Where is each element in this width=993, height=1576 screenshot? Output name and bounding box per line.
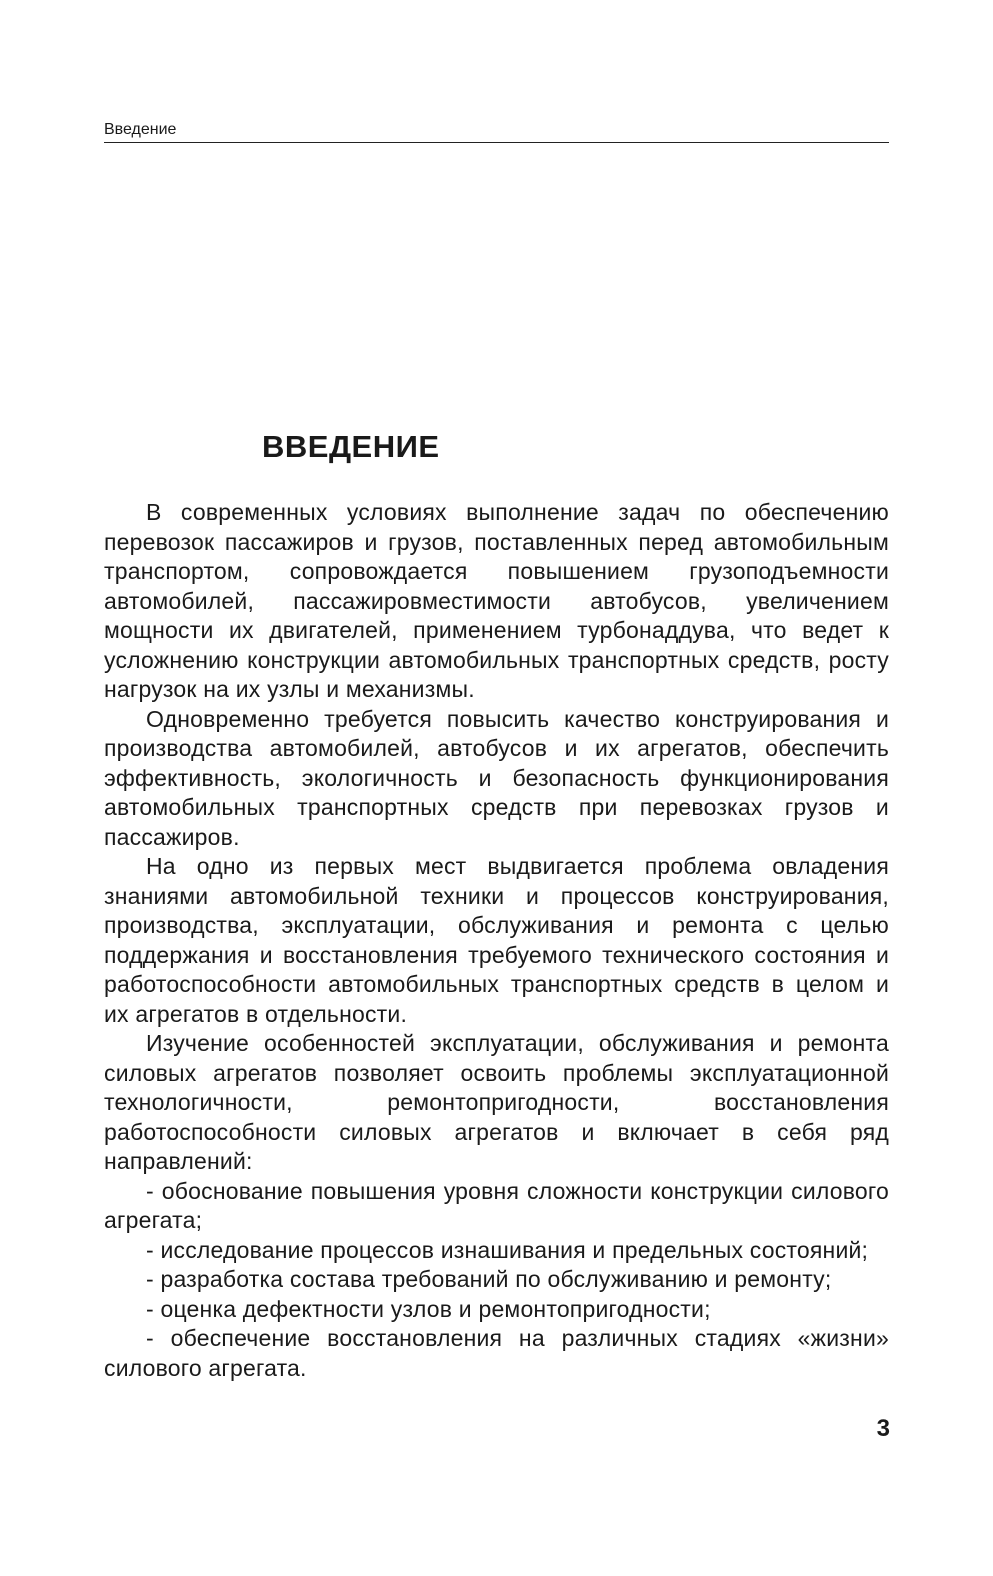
list-item-3: - разработка состава требований по обслуживанию и ремонту;	[146, 1266, 832, 1292]
page-number: 3	[876, 1415, 890, 1442]
list-item-4: - оценка дефектности узлов и ремонтопригодности;	[146, 1295, 711, 1322]
running-header: Введение	[104, 120, 889, 143]
chapter-title: ВВЕДЕНИЕ	[262, 429, 440, 464]
body-text	[104, 498, 889, 1383]
list-item-5: - обеспечение восстановления на различных стадиях «жизни» силового агрегата.	[104, 1325, 889, 1381]
paragraph-1: В современных условиях выполнение задач по обеспечению перевозок пассажиров и грузов, поставленных перед автомобильным транспортом, сопровождается повышением грузоподъемности автомобилей, пассажировместимости автобусов, увеличением мощности их двигателей, применением турбонаддува, что ведет к усложнению конструкции автомобильных транспортных средств, росту нагрузок на их узлы и механизмы.	[104, 499, 889, 702]
paragraph-3: На одно из первых мест выдвигается проблема овладения знаниями автомобильной техники и процессов конструирования, производства, эксплуатации, обслуживания и ремонта с целью поддержания и восстановления требуемого технического состояния и работоспособности автомобильных транспортных средств в целом и их агрегатов в отдельности.	[104, 853, 889, 1027]
paragraph-4: Изучение особенностей эксплуатации, обслуживания и ремонта силовых агрегатов позволяет освоить проблемы эксплуатационной технологичности, ремонтопригодности, восстановления работоспособности силовых агрегатов и включает в себя ряд направлений:	[104, 1030, 889, 1174]
list-item-2: - исследование процессов изнашивания и предельных состояний;	[146, 1236, 869, 1263]
list-item-1: - обоснование повышения уровня сложности конструкции силового агрегата;	[104, 1177, 889, 1233]
paragraph-2: Одновременно требуется повысить качество конструирования и производства автомобилей, автобусов и их агрегатов, обеспечить эффективность, экологичность и безопасность функционирования автомобильных транспортных средств при перевозках грузов и пассажиров.	[104, 705, 889, 850]
